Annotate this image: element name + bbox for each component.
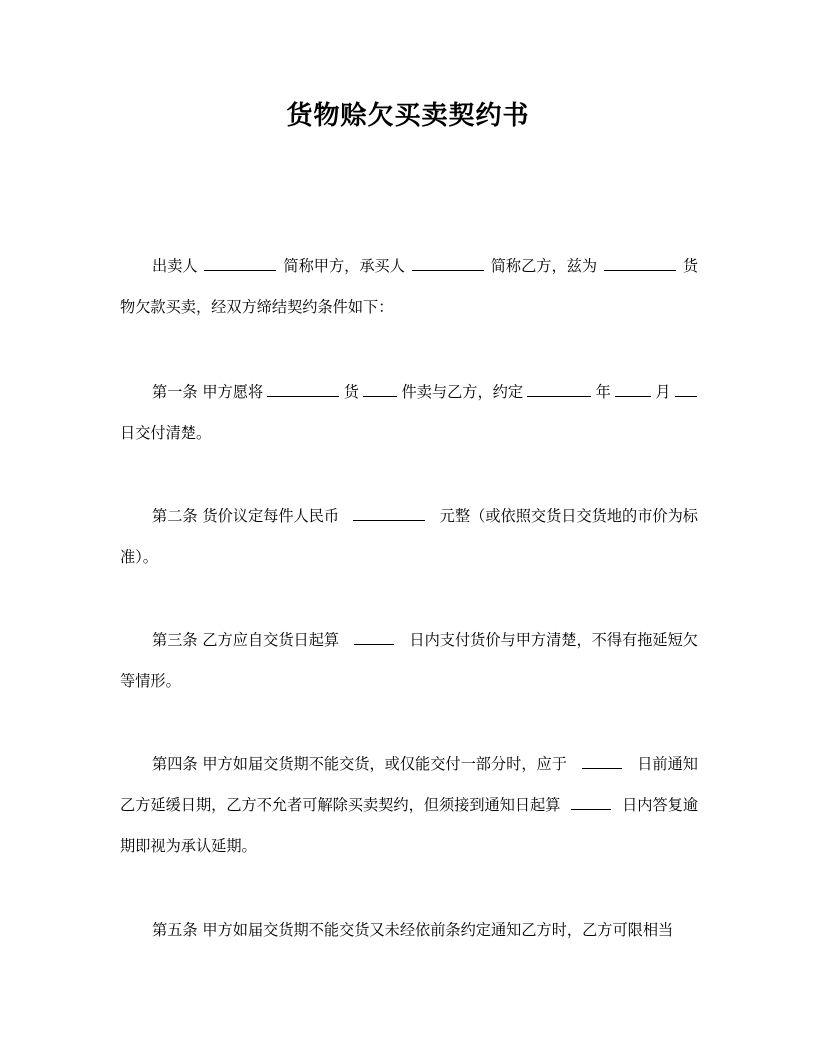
article-2-text-b: 元整（或依照交货日交货地的市价为标 [439, 507, 698, 525]
article-4-line-3 [120, 826, 698, 867]
article-5-line-1 [120, 910, 698, 951]
article-4-line-1 [120, 744, 698, 785]
blank-buyer-name [412, 254, 484, 271]
article-2 [120, 496, 698, 578]
article-3-text-a: 第三条 乙方应自交货日起算 [152, 631, 340, 649]
article-2-line-2 [120, 537, 698, 578]
article-1-text-a: 第一条 甲方愿将 [152, 383, 264, 401]
article-3-text-end: 等情形。 [120, 672, 181, 690]
blank-quantity [363, 380, 397, 397]
blank-reply-days [571, 793, 611, 810]
article-4-text-end: 期即视为承认延期。 [120, 837, 257, 855]
blank-year [527, 380, 591, 397]
article-2-text-a: 第二条 货价议定每件人民币 [152, 507, 340, 525]
preamble-line-1 [120, 246, 698, 287]
blank-goods-type [267, 380, 339, 397]
article-2-line-1 [120, 496, 698, 537]
preamble-line-2 [120, 287, 698, 328]
article-5 [120, 910, 698, 951]
text-preamble-end: 物欠款买卖，经双方缔结契约条件如下： [120, 298, 394, 316]
text-goods: 货 [682, 257, 698, 275]
article-1-text-c: 件卖与乙方，约定 [401, 383, 524, 401]
preamble-paragraph [120, 246, 698, 328]
blank-day [675, 380, 697, 397]
document-title: 货物赊欠买卖契约书 [286, 101, 530, 131]
article-1-text-b: 货 [343, 383, 359, 401]
blank-notice-days [582, 752, 622, 769]
article-1-line-1 [120, 372, 698, 413]
article-4-text-a: 第四条 甲方如届交货期不能交货，或仅能交付一部分时，应于 [152, 755, 567, 773]
article-3-line-2 [120, 661, 698, 702]
article-5-text-a: 第五条 甲方如届交货期不能交货又未经依前条约定通知乙方时，乙方可限相当 [152, 921, 674, 939]
article-4-line-2 [120, 785, 698, 826]
text-buyer: 简称甲方，承买人 [283, 257, 405, 275]
article-1-line-2 [120, 413, 698, 454]
article-4-text-c: 乙方延缓日期，乙方不允者可解除买卖契约，但须接到通知日起算 [120, 796, 561, 814]
article-1-text-e: 月 [655, 383, 671, 401]
blank-unit-price [353, 504, 425, 521]
article-4-text-b: 日前通知 [637, 755, 698, 773]
article-3 [120, 620, 698, 702]
article-4-text-d: 日内答复逾 [622, 796, 698, 814]
blank-month [615, 380, 651, 397]
blank-goods-name [604, 254, 676, 271]
article-3-text-b: 日内支付货价与甲方清楚，不得有拖延短欠 [409, 631, 698, 649]
blank-seller-name [204, 254, 276, 271]
blank-payment-days [354, 628, 394, 645]
text-seller: 出卖人 [152, 257, 198, 275]
article-1 [120, 372, 698, 454]
article-3-line-1 [120, 620, 698, 661]
article-4 [120, 744, 698, 867]
article-1-text-d: 年 [595, 383, 611, 401]
article-1-text-end: 日交付清楚。 [120, 424, 212, 442]
article-2-text-end: 准）。 [120, 548, 158, 566]
text-for: 简称乙方，兹为 [490, 257, 597, 275]
